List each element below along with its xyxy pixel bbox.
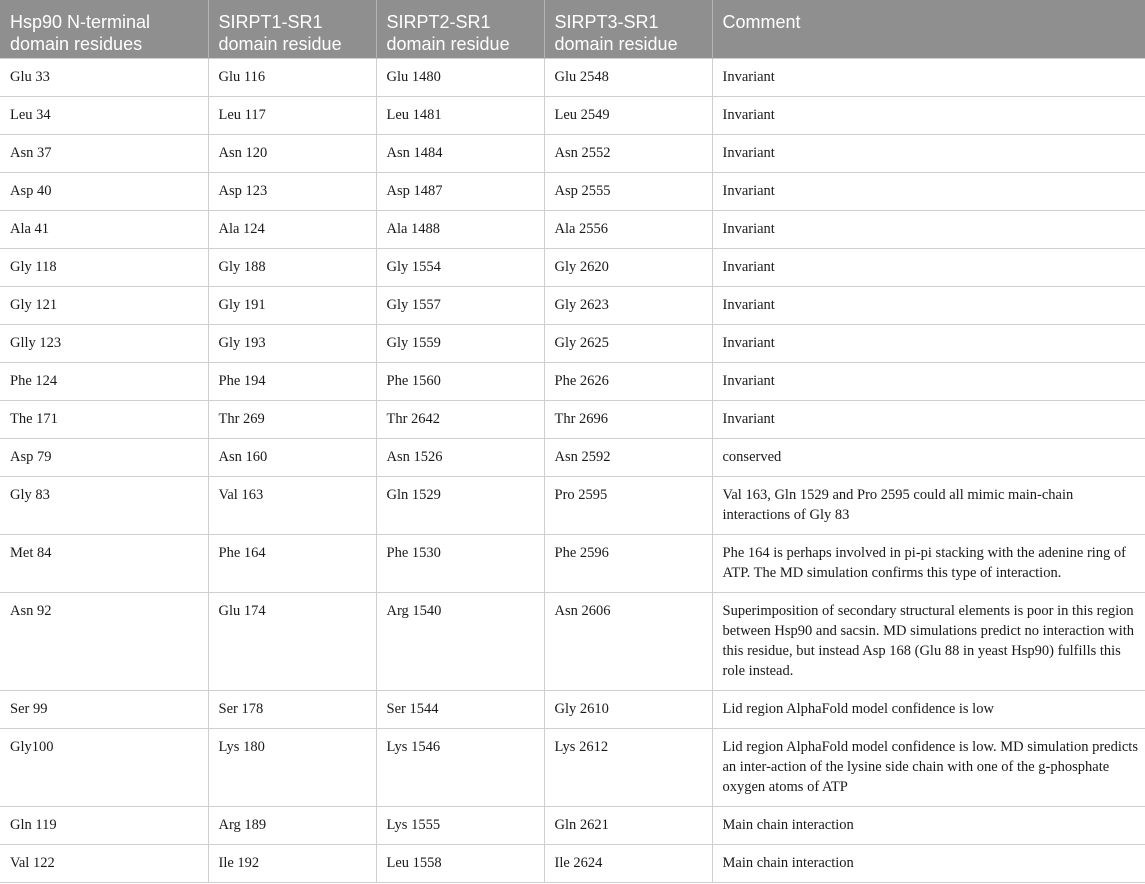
cell-sirpt1: Phe 164 <box>208 534 376 592</box>
cell-sirpt2: Gly 1554 <box>376 248 544 286</box>
cell-sirpt3: Leu 2549 <box>544 96 712 134</box>
header-sirpt3: SIRPT3-SR1 domain residue <box>544 0 712 58</box>
cell-comment: Val 163, Gln 1529 and Pro 2595 could all mimic main-chain interactions of Gly 83 <box>712 476 1145 534</box>
table-row <box>0 324 1145 362</box>
cell-sirpt1: Ala 124 <box>208 210 376 248</box>
cell-sirpt1: Phe 194 <box>208 362 376 400</box>
cell-sirpt1: Gly 191 <box>208 286 376 324</box>
table-row <box>0 172 1145 210</box>
cell-sirpt1: Glu 116 <box>208 58 376 96</box>
cell-hsp90: Asn 37 <box>0 134 208 172</box>
cell-hsp90: Asp 79 <box>0 438 208 476</box>
cell-comment: Invariant <box>712 248 1145 286</box>
cell-sirpt3: Phe 2596 <box>544 534 712 592</box>
cell-sirpt3: Asp 2555 <box>544 172 712 210</box>
cell-sirpt3: Gln 2621 <box>544 806 712 844</box>
cell-sirpt2: Thr 2642 <box>376 400 544 438</box>
cell-comment: Lid region AlphaFold model confidence is low. MD simulation predicts an inter-action of the lysine side chain with one of the g-phosphate oxygen atoms of ATP <box>712 728 1145 806</box>
cell-sirpt3: Pro 2595 <box>544 476 712 534</box>
cell-sirpt3: Ala 2556 <box>544 210 712 248</box>
cell-sirpt1: Gly 188 <box>208 248 376 286</box>
cell-sirpt2: Gly 1557 <box>376 286 544 324</box>
cell-comment: Invariant <box>712 58 1145 96</box>
cell-comment: Superimposition of secondary structural elements is poor in this region between Hsp90 and sacsin. MD simulations predict no interaction with this residue, but instead Asp 168 (Glu 88 in yeast Hsp90) fulfills this role instead. <box>712 592 1145 690</box>
header-sirpt2: SIRPT2-SR1 domain residue <box>376 0 544 58</box>
cell-comment: Phe 164 is perhaps involved in pi-pi stacking with the adenine ring of ATP. The MD simulation confirms this type of interaction. <box>712 534 1145 592</box>
table-row <box>0 806 1145 844</box>
cell-sirpt2: Asp 1487 <box>376 172 544 210</box>
cell-sirpt3: Gly 2623 <box>544 286 712 324</box>
cell-hsp90: The 171 <box>0 400 208 438</box>
cell-comment: Main chain interaction <box>712 806 1145 844</box>
cell-sirpt3: Gly 2625 <box>544 324 712 362</box>
cell-comment: conserved <box>712 438 1145 476</box>
table-row <box>0 844 1145 882</box>
cell-sirpt1: Asn 120 <box>208 134 376 172</box>
cell-sirpt3: Asn 2552 <box>544 134 712 172</box>
cell-comment: Invariant <box>712 172 1145 210</box>
cell-sirpt3: Phe 2626 <box>544 362 712 400</box>
header-comment: Comment <box>712 0 1145 58</box>
header-sirpt1: SIRPT1-SR1 domain residue <box>208 0 376 58</box>
table-row <box>0 728 1145 806</box>
cell-hsp90: Val 122 <box>0 844 208 882</box>
cell-hsp90: Phe 124 <box>0 362 208 400</box>
header-hsp90: Hsp90 N-terminal domain residues <box>0 0 208 58</box>
table-row <box>0 690 1145 728</box>
cell-sirpt3: Lys 2612 <box>544 728 712 806</box>
cell-sirpt3: Asn 2606 <box>544 592 712 690</box>
table-row <box>0 134 1145 172</box>
cell-hsp90: Asn 92 <box>0 592 208 690</box>
cell-sirpt3: Gly 2610 <box>544 690 712 728</box>
cell-sirpt1: Thr 269 <box>208 400 376 438</box>
header-row <box>0 0 1145 58</box>
cell-comment: Invariant <box>712 324 1145 362</box>
cell-sirpt2: Leu 1481 <box>376 96 544 134</box>
cell-sirpt1: Glu 174 <box>208 592 376 690</box>
cell-sirpt2: Arg 1540 <box>376 592 544 690</box>
cell-hsp90: Asp 40 <box>0 172 208 210</box>
cell-sirpt1: Leu 117 <box>208 96 376 134</box>
cell-sirpt2: Asn 1484 <box>376 134 544 172</box>
cell-hsp90: Ser 99 <box>0 690 208 728</box>
table-row <box>0 362 1145 400</box>
table-row <box>0 286 1145 324</box>
table-row <box>0 248 1145 286</box>
table-row <box>0 400 1145 438</box>
table-row <box>0 210 1145 248</box>
cell-sirpt2: Ala 1488 <box>376 210 544 248</box>
cell-sirpt3: Asn 2592 <box>544 438 712 476</box>
table-row <box>0 438 1145 476</box>
cell-comment: Invariant <box>712 362 1145 400</box>
cell-hsp90: Gly 118 <box>0 248 208 286</box>
cell-hsp90: Glly 123 <box>0 324 208 362</box>
cell-sirpt1: Ile 192 <box>208 844 376 882</box>
cell-sirpt1: Arg 189 <box>208 806 376 844</box>
cell-sirpt2: Leu 1558 <box>376 844 544 882</box>
cell-comment: Invariant <box>712 400 1145 438</box>
cell-sirpt2: Gly 1559 <box>376 324 544 362</box>
cell-hsp90: Gly 83 <box>0 476 208 534</box>
cell-hsp90: Gly 121 <box>0 286 208 324</box>
cell-sirpt2: Gln 1529 <box>376 476 544 534</box>
cell-comment: Invariant <box>712 210 1145 248</box>
cell-hsp90: Ala 41 <box>0 210 208 248</box>
cell-sirpt2: Asn 1526 <box>376 438 544 476</box>
cell-comment: Invariant <box>712 96 1145 134</box>
cell-sirpt2: Phe 1530 <box>376 534 544 592</box>
cell-hsp90: Leu 34 <box>0 96 208 134</box>
cell-sirpt2: Lys 1555 <box>376 806 544 844</box>
cell-sirpt1: Asn 160 <box>208 438 376 476</box>
cell-sirpt3: Glu 2548 <box>544 58 712 96</box>
cell-sirpt1: Lys 180 <box>208 728 376 806</box>
table-header <box>0 0 1145 58</box>
table-row <box>0 534 1145 592</box>
cell-sirpt2: Ser 1544 <box>376 690 544 728</box>
table-row <box>0 58 1145 96</box>
cell-sirpt3: Ile 2624 <box>544 844 712 882</box>
table-row <box>0 592 1145 690</box>
cell-sirpt2: Phe 1560 <box>376 362 544 400</box>
cell-hsp90: Gly100 <box>0 728 208 806</box>
cell-sirpt3: Thr 2696 <box>544 400 712 438</box>
cell-sirpt2: Lys 1546 <box>376 728 544 806</box>
cell-hsp90: Glu 33 <box>0 58 208 96</box>
cell-sirpt1: Val 163 <box>208 476 376 534</box>
cell-hsp90: Gln 119 <box>0 806 208 844</box>
cell-comment: Invariant <box>712 286 1145 324</box>
table-row <box>0 476 1145 534</box>
table-row <box>0 96 1145 134</box>
table-body <box>0 58 1145 882</box>
cell-hsp90: Met 84 <box>0 534 208 592</box>
cell-sirpt1: Gly 193 <box>208 324 376 362</box>
cell-comment: Invariant <box>712 134 1145 172</box>
cell-comment: Main chain interaction <box>712 844 1145 882</box>
cell-sirpt3: Gly 2620 <box>544 248 712 286</box>
cell-sirpt1: Ser 178 <box>208 690 376 728</box>
cell-sirpt2: Glu 1480 <box>376 58 544 96</box>
cell-sirpt1: Asp 123 <box>208 172 376 210</box>
cell-comment: Lid region AlphaFold model confidence is low <box>712 690 1145 728</box>
